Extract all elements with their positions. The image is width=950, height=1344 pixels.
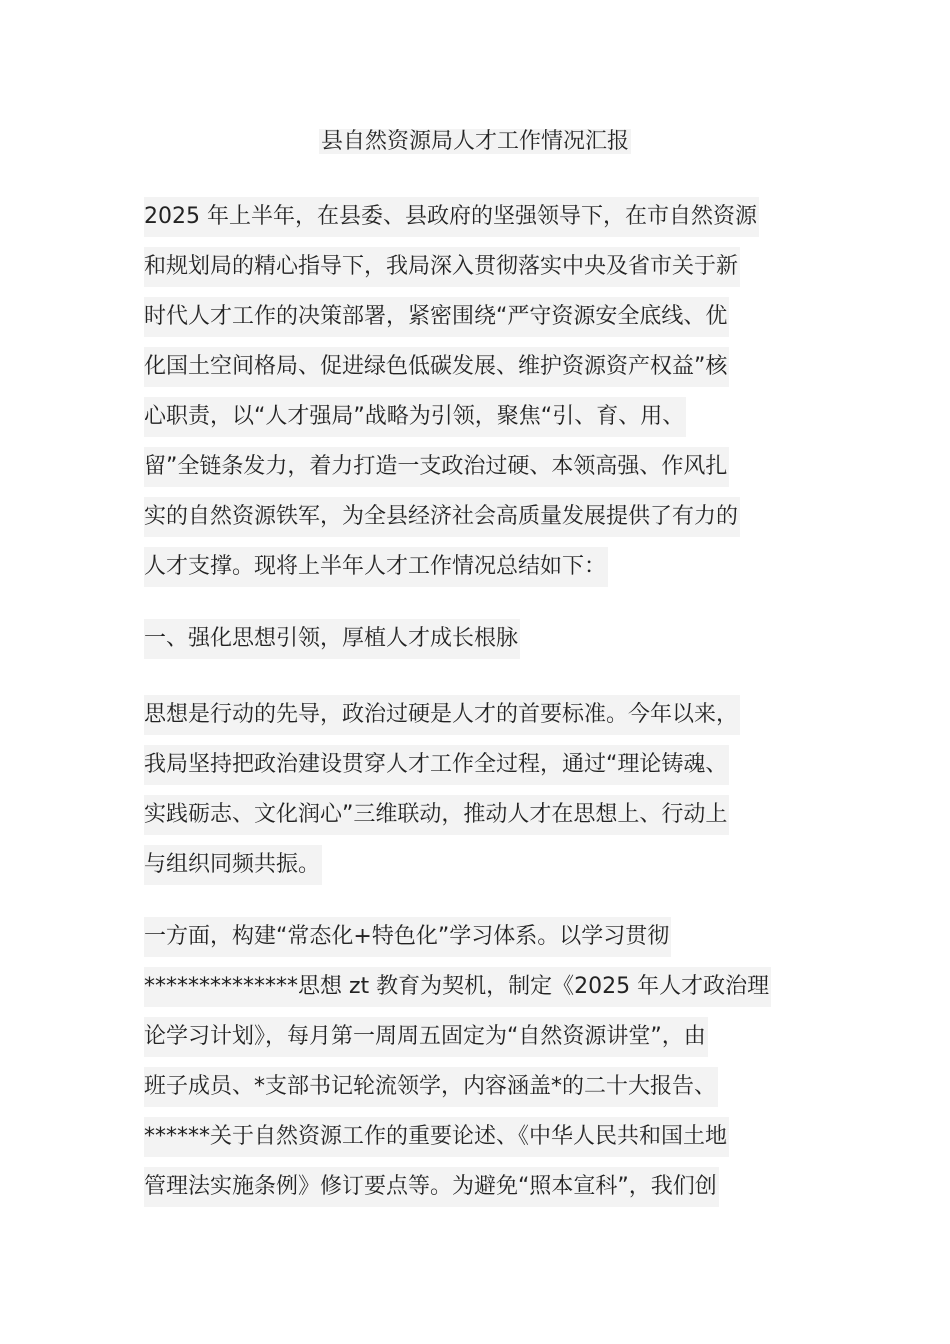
paragraph-line: 思想是行动的先导，政治过硬是人才的首要标准。今年以来， (144, 690, 804, 740)
paragraph-line: 实践砺志、文化润心”三维联动，推动人才在思想上、行动上 (144, 790, 804, 840)
paragraph-line: 我局坚持把政治建设贯穿人才工作全过程，通过“理论铸魂、 (144, 740, 804, 790)
paragraph-line: 一方面，构建“常态化+特色化”学习体系。以学习贯彻 (144, 912, 804, 962)
intro-paragraph (144, 192, 804, 592)
paragraph-line: ******关于自然资源工作的重要论述、《中华人民共和国土地 (144, 1112, 804, 1162)
section-heading (144, 614, 804, 664)
paragraph-line: 论学习计划》，每月第一周周五固定为“自然资源讲堂”，由 (144, 1012, 804, 1062)
paragraph-line: 管理法实施条例》修订要点等。为避免“照本宣科”，我们创 (144, 1162, 804, 1212)
paragraph-line: 时代人才工作的决策部署，紧密围绕“严守资源安全底线、优 (144, 292, 804, 342)
paragraph-line: 和规划局的精心指导下，我局深入贯彻落实中央及省市关于新 (144, 242, 804, 292)
paragraph-line: 与组织同频共振。 (144, 840, 804, 890)
section1-paragraph-1 (144, 690, 804, 890)
paragraph-line: 留”全链条发力，着力打造一支政治过硬、本领高强、作风扎 (144, 442, 804, 492)
document-title-text: 县自然资源局人才工作情况汇报 (320, 129, 629, 154)
paragraph-line: 班子成员、*支部书记轮流领学，内容涵盖*的二十大报告、 (144, 1062, 804, 1112)
section1-paragraph-2 (144, 912, 804, 1212)
section-heading-line: 一、强化思想引领，厚植人才成长根脉 (144, 614, 804, 664)
paragraph-line: 心职责，以“人才强局”战略为引领，聚焦“引、育、用、 (144, 392, 804, 442)
document-title (0, 122, 950, 162)
paragraph-line: **************思想 zt 教育为契机，制定《2025 年人才政治理 (144, 962, 804, 1012)
paragraph-line: 化国土空间格局、促进绿色低碳发展、维护资源资产权益”核 (144, 342, 804, 392)
paragraph-line: 实的自然资源铁军，为全县经济社会高质量发展提供了有力的 (144, 492, 804, 542)
paragraph-line: 2025 年上半年，在县委、县政府的坚强领导下，在市自然资源 (144, 192, 804, 242)
paragraph-line: 人才支撑。现将上半年人才工作情况总结如下： (144, 542, 804, 592)
